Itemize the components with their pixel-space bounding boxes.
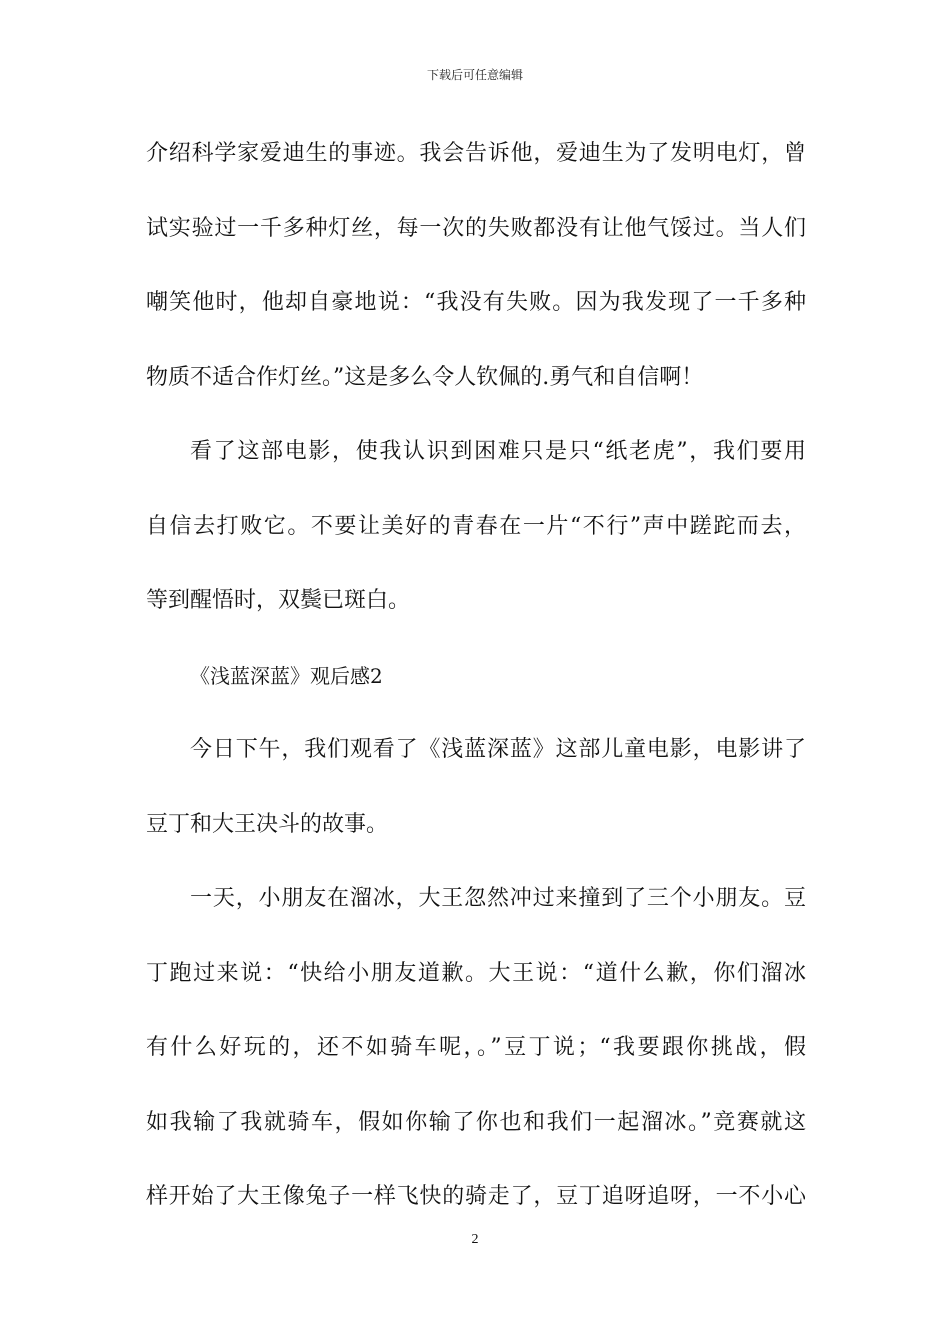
text-line: 看了这部电影，使我认识到困难只是只“纸老虎”，我们要用 [190,439,806,464]
text-line: 自信去打败它。不要让美好的青春在一片“不行”声中蹉跎而去， [146,513,806,539]
text-line: 嘲笑他时，他却自豪地说：“我没有失败。因为我发现了一千多种 [146,290,806,315]
text-line: 一天，小朋友在溜冰，大王忽然冲过来撞到了三个小朋友。豆 [190,886,806,911]
text-line: 今日下午，我们观看了《浅蓝深蓝》这部儿童电影，电影讲了 [190,737,806,762]
text-line: 物质不适合作灯丝。”这是多么令人钦佩的.勇气和自信啊！ [146,364,704,390]
text-line: 有什么好玩的，还不如骑车呢，。”豆丁说；“我要跟你挑战，假 [146,1035,806,1060]
text-line: 等到醒悟时，双鬓已斑白。 [146,588,411,613]
document-body [146,130,806,1248]
text-line: 样开始了大王像兔子一样飞快的骑走了，豆丁追呀追呀，一不小心 [146,1184,806,1209]
text-line: 如我输了我就骑车，假如你输了你也和我们一起溜冰。”竞赛就这 [146,1109,806,1135]
page-number: 2 [471,1232,479,1247]
text-line: 试实验过一千多种灯丝，每一次的失败都没有让他气馁过。当人们 [146,215,806,241]
text-line: 丁跑过来说：“快给小朋友道歉。大王说：“道什么歉，你们溜冰 [146,960,806,986]
text-line: 豆丁和大王决斗的故事。 [146,811,389,837]
page-header-note: 下载后可任意编辑 [426,68,523,82]
text-line: 介绍科学家爱迪生的事迹。我会告诉他，爱迪生为了发明电灯，曾 [146,141,806,166]
section-heading: 《浅蓝深蓝》观后感2 [190,663,383,688]
